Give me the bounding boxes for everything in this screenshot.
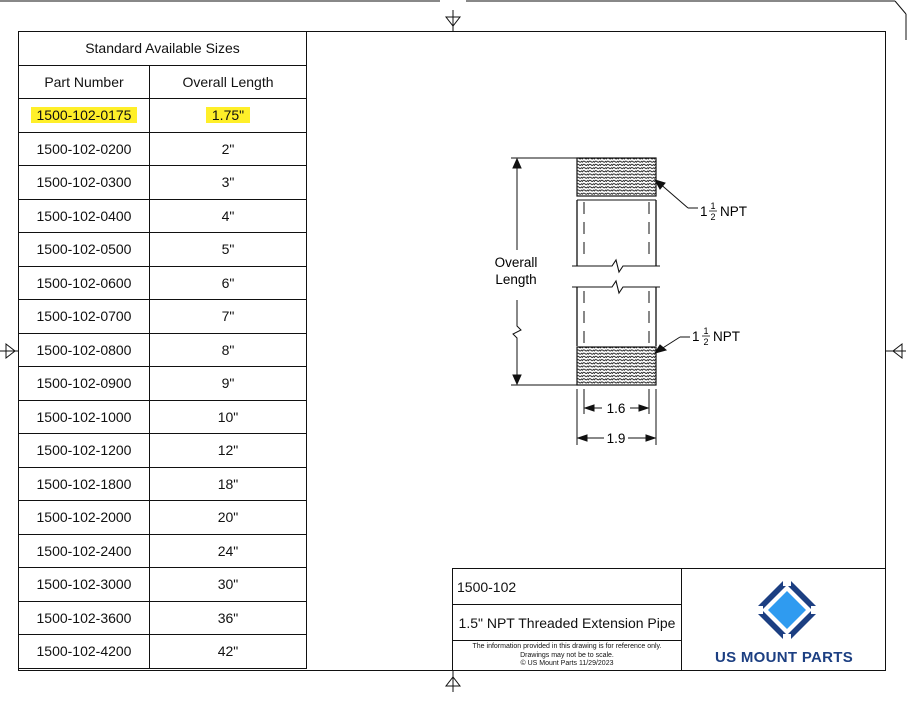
part-number-cell: 1500-102-3000 bbox=[19, 568, 150, 602]
overall-length-cell: 18" bbox=[150, 467, 307, 501]
overall-length-cell: 2" bbox=[150, 132, 307, 166]
part-number-cell: 1500-102-1200 bbox=[19, 434, 150, 468]
overall-length-cell: 3" bbox=[150, 166, 307, 200]
svg-text:1: 1 bbox=[710, 201, 716, 211]
pipe-body-top bbox=[572, 200, 660, 272]
overall-length-cell: 12" bbox=[150, 434, 307, 468]
part-number-cell: 1500-102-0900 bbox=[19, 367, 150, 401]
overall-length-cell: 1.75" bbox=[150, 99, 307, 133]
title-block bbox=[452, 568, 886, 671]
table-title: Standard Available Sizes bbox=[19, 32, 307, 66]
part-number-cell: 1500-102-3600 bbox=[19, 601, 150, 635]
overall-length-cell: 9" bbox=[150, 367, 307, 401]
overall-length-label-2: Length bbox=[495, 272, 537, 287]
overall-length-label-1: Overall bbox=[494, 255, 538, 270]
overall-length-cell: 24" bbox=[150, 534, 307, 568]
overall-length-cell: 30" bbox=[150, 568, 307, 602]
title-block-title: 1.5" NPT Threaded Extension Pipe bbox=[453, 605, 681, 641]
part-number-cell: 1500-102-1000 bbox=[19, 400, 150, 434]
overall-length-cell: 20" bbox=[150, 501, 307, 535]
part-number-cell: 1500-102-0700 bbox=[19, 300, 150, 334]
svg-text:1: 1 bbox=[692, 329, 700, 344]
thread-leader-bottom bbox=[655, 337, 690, 353]
svg-text:NPT: NPT bbox=[720, 204, 747, 219]
pipe-top-thread bbox=[577, 158, 656, 196]
overall-length-cell: 7" bbox=[150, 300, 307, 334]
svg-text:2: 2 bbox=[703, 337, 709, 347]
part-number-cell: 1500-102-0300 bbox=[19, 166, 150, 200]
overall-length-cell: 5" bbox=[150, 233, 307, 267]
svg-text:1: 1 bbox=[703, 326, 709, 336]
svg-text:1: 1 bbox=[700, 204, 708, 219]
part-number-cell: 1500-102-2400 bbox=[19, 534, 150, 568]
thread-callout-top bbox=[700, 201, 747, 222]
header-overall-length: Overall Length bbox=[150, 65, 307, 99]
pipe-bottom-thread bbox=[577, 347, 656, 385]
part-number-cell: 1500-102-0400 bbox=[19, 199, 150, 233]
outer-diameter-label: 1.9 bbox=[606, 431, 626, 446]
title-block-disclaimer: The information provided in this drawing is for reference only. Drawings may not be to scale. © US Mount Parts 11/29/2023 bbox=[472, 643, 662, 667]
inner-diameter-label: 1.6 bbox=[606, 401, 626, 416]
overall-length-cell: 36" bbox=[150, 601, 307, 635]
part-number-cell: 1500-102-0175 bbox=[19, 99, 150, 133]
part-number-cell: 1500-102-4200 bbox=[19, 635, 150, 669]
part-number-cell: 1500-102-2000 bbox=[19, 501, 150, 535]
brand-name: US MOUNT PARTS bbox=[714, 649, 854, 666]
part-number-cell: 1500-102-1800 bbox=[19, 467, 150, 501]
company-logo bbox=[682, 569, 886, 670]
overall-length-cell: 8" bbox=[150, 333, 307, 367]
overall-length-cell: 42" bbox=[150, 635, 307, 669]
pipe-body-bottom bbox=[572, 281, 660, 346]
header-part-number: Part Number bbox=[19, 65, 150, 99]
overall-length-cell: 6" bbox=[150, 266, 307, 300]
part-number-cell: 1500-102-0600 bbox=[19, 266, 150, 300]
svg-text:2: 2 bbox=[710, 212, 716, 222]
diamond-logo-icon bbox=[682, 569, 886, 649]
thread-leader-top bbox=[655, 180, 698, 208]
part-number-cell: 1500-102-0500 bbox=[19, 233, 150, 267]
overall-length-cell: 10" bbox=[150, 400, 307, 434]
part-number-cell: 1500-102-0800 bbox=[19, 333, 150, 367]
title-block-part-number: 1500-102 bbox=[453, 569, 681, 605]
svg-text:NPT: NPT bbox=[713, 329, 740, 344]
part-number-cell: 1500-102-0200 bbox=[19, 132, 150, 166]
overall-length-cell: 4" bbox=[150, 199, 307, 233]
thread-callout-bottom bbox=[692, 326, 740, 347]
title-block-info bbox=[453, 569, 682, 670]
